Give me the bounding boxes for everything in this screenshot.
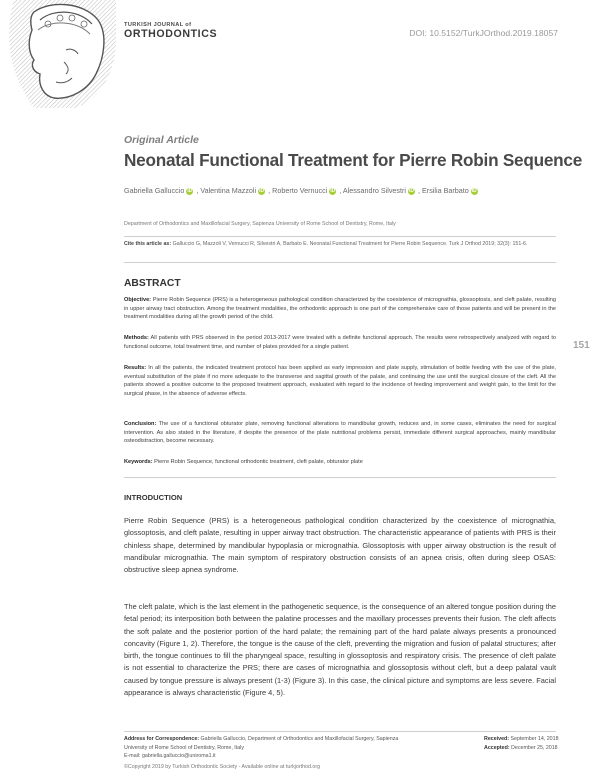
abstract-methods [124, 334, 556, 351]
author-name: Roberto Vernucci [272, 186, 328, 195]
citation [124, 240, 556, 249]
journal-logo-emblem [4, 0, 122, 108]
keywords-text: Pierre Robin Sequence, functional orthodontic treatment, cleft palate, obturator plate [154, 459, 363, 465]
copyright: ©Copyright 2019 by Turkish Orthodontic Society - Available online at turkjorthod.org [124, 764, 321, 770]
received-date: September 14, 2018 [510, 736, 559, 742]
correspondence-block [124, 735, 398, 761]
author-name: Valentina Mazzoli [200, 186, 257, 195]
author-list: Gabriella Galluccio iD , Valentina Mazzoli iD , Roberto Vernucci iD , Alessandro Silvestri iD , Ersilia Barbato iD [124, 186, 477, 195]
orcid-icon[interactable]: iD [259, 187, 265, 194]
orcid-icon[interactable]: iD [471, 187, 477, 194]
orcid-icon[interactable]: iD [330, 187, 336, 194]
divider [124, 262, 556, 263]
dates-block [484, 735, 559, 752]
intro-paragraph: The cleft palate, which is the last element in the pathogenetic sequence, is the consequence of an altered tongue position during the fetal period; its interposition both between the palatine processes and the maxillary processes prevents their fusion. The cleft affects the soft palate and the posterior portion of the hard palate; the remaining part of the hard palate always presents a pronounced concavity (Figure 1, 2). Therefore, the tongue is the cause of the cleft, preventing the migration and fusion of palatal structures; after birth, the tongue continues to fill the pharyngeal space, resulting in glossoptosis and respiratory crisis. The presence of cleft palate is not essential to characterize the PRS; there are cases of micrognathia and glossoptosis without cleft, but a deep palatal vault caused by tongue pressure is always present (1-3) (Figure 3). In this case, the clinical picture and symptoms are less severe. Facial appearance is always characteristic (Figure 4, 5). [124, 602, 556, 698]
received-label: Received: [484, 736, 510, 742]
divider [124, 731, 556, 732]
objective-label: Objective: [124, 297, 152, 303]
intro-paragraph: Pierre Robin Sequence (PRS) is a heterogeneous pathological condition characterized by the coexistence of micrognathia, glossoptosis, and cleft palate, resulting in upper airway tract obstruction. The characteristic appearance of patients with PRS is their chinless shape, determined by mandibular hypoplasia or micrognathia. Glossoptosis with upper airway obstruction is the result of mandibular micrognathia. The main symptom of respiratory obstruction consists of an apnea crisis, often during sleep OSAS: obstructive sleep apnea syndrome. [124, 516, 556, 575]
abstract-objective [124, 296, 556, 322]
correspondence-label: Address for Correspondence: [124, 736, 200, 742]
author-name: Alessandro Silvestri [342, 186, 407, 195]
journal-name: ORTHODONTICS [124, 28, 218, 40]
accepted-date: December 25, 2018 [511, 744, 558, 751]
keywords-label: Keywords: [124, 459, 153, 465]
correspondence-line [124, 735, 398, 744]
greek-head-emblem-icon [4, 0, 122, 108]
citation-label: Cite this article as: [124, 241, 172, 247]
abstract-heading: ABSTRACT [124, 278, 181, 289]
methods-text: All patients with PRS observed in the period 2013-2017 were treated with a definite functional approach. The results were retrospectively analyzed with regard to functional outcome, total treatment time, and number of plates provided for a single patient. [124, 335, 556, 350]
affiliation: Department of Orthodontics and Maxillofacial Surgery, Sapienza University of Rome School of Dentistry, Rome, Italy [124, 221, 396, 227]
correspondence-line-2: University of Rome School of Dentistry, Rome, Italy [124, 744, 245, 751]
orcid-icon[interactable]: iD [409, 187, 415, 194]
article-title: Neonatal Functional Treatment for Pierre Robin Sequence [124, 150, 583, 170]
accepted-label: Accepted: [484, 744, 510, 751]
conclusion-text: The use of a functional obturator plate, removing functional alterations to mandibular growth, reduces and, in some cases, eliminates the need for surgical intervention. As also stated in the literature, if despite the presence of the plate nutritional problems persist, immediate different surgical approaches, mainly mandibular osteodistraction, become necessary. [124, 421, 556, 445]
results-text: In all the patients, the indicated treatment protocol has been applied as early impression and plate supply, stimulation of bottle feeding with the use of the plate, eventual substitution of the plate if no more adequate to the transverse and sagittal growth of the palate, and continuing the use until the surgical closure of the cleft. All the patients showed a positive outcome to the proposed treatment approach, evaluated with regard to the incidence of feeding improvement and weight gain, to the limit for the surgical phase, in the absence of adverse effects. [124, 365, 556, 398]
methods-label: Methods: [124, 335, 149, 341]
conclusion-label: Conclusion: [124, 421, 157, 427]
received-line [484, 735, 559, 744]
citation-text: Galluccio G, Mazzoli V, Vernucci R, Silvestri A, Barbato E. Neonatal Functional Treatment for Pierre Robin Sequence. Turk J Orthod 2019; 32(3): 151-6. [172, 241, 528, 247]
email-link[interactable]: E-mail: gabriella.galluccio@uniroma1.it [124, 753, 216, 759]
abstract-conclusion [124, 420, 556, 446]
abstract-keywords [124, 458, 556, 467]
author-name: Gabriella Galluccio [124, 186, 185, 195]
journal-name-small: TURKISH JOURNAL of [124, 22, 192, 28]
results-label: Results: [124, 365, 147, 371]
accepted-line [484, 744, 559, 753]
objective-text: Pierre Robin Sequence (PRS) is a heterogeneous pathological condition characterized by the coexistence of micrognathia, glossoptosis, and cleft palate, resulting in upper airway tract obstruction. Among the treatment modalities, the orthodontic approach is one part of the comprehensive care of those patients and will be present in the treatment modalities during all the growth period of the child. [124, 297, 556, 321]
introduction-heading: INTRODUCTION [124, 493, 183, 502]
divider [124, 477, 556, 478]
page-number: 151 [573, 340, 590, 351]
correspondence-text: Gabriella Galluccio, Department of Orthodontics and Maxillofacial Surgery, Sapienza [200, 736, 399, 742]
abstract-results [124, 364, 556, 399]
divider [124, 236, 556, 237]
author-name: Ersilia Barbato [422, 186, 469, 195]
doi-link[interactable]: DOI: 10.5152/TurkJOrthod.2019.18057 [409, 28, 558, 38]
orcid-icon[interactable]: iD [187, 187, 193, 194]
section-label: Original Article [124, 134, 199, 146]
